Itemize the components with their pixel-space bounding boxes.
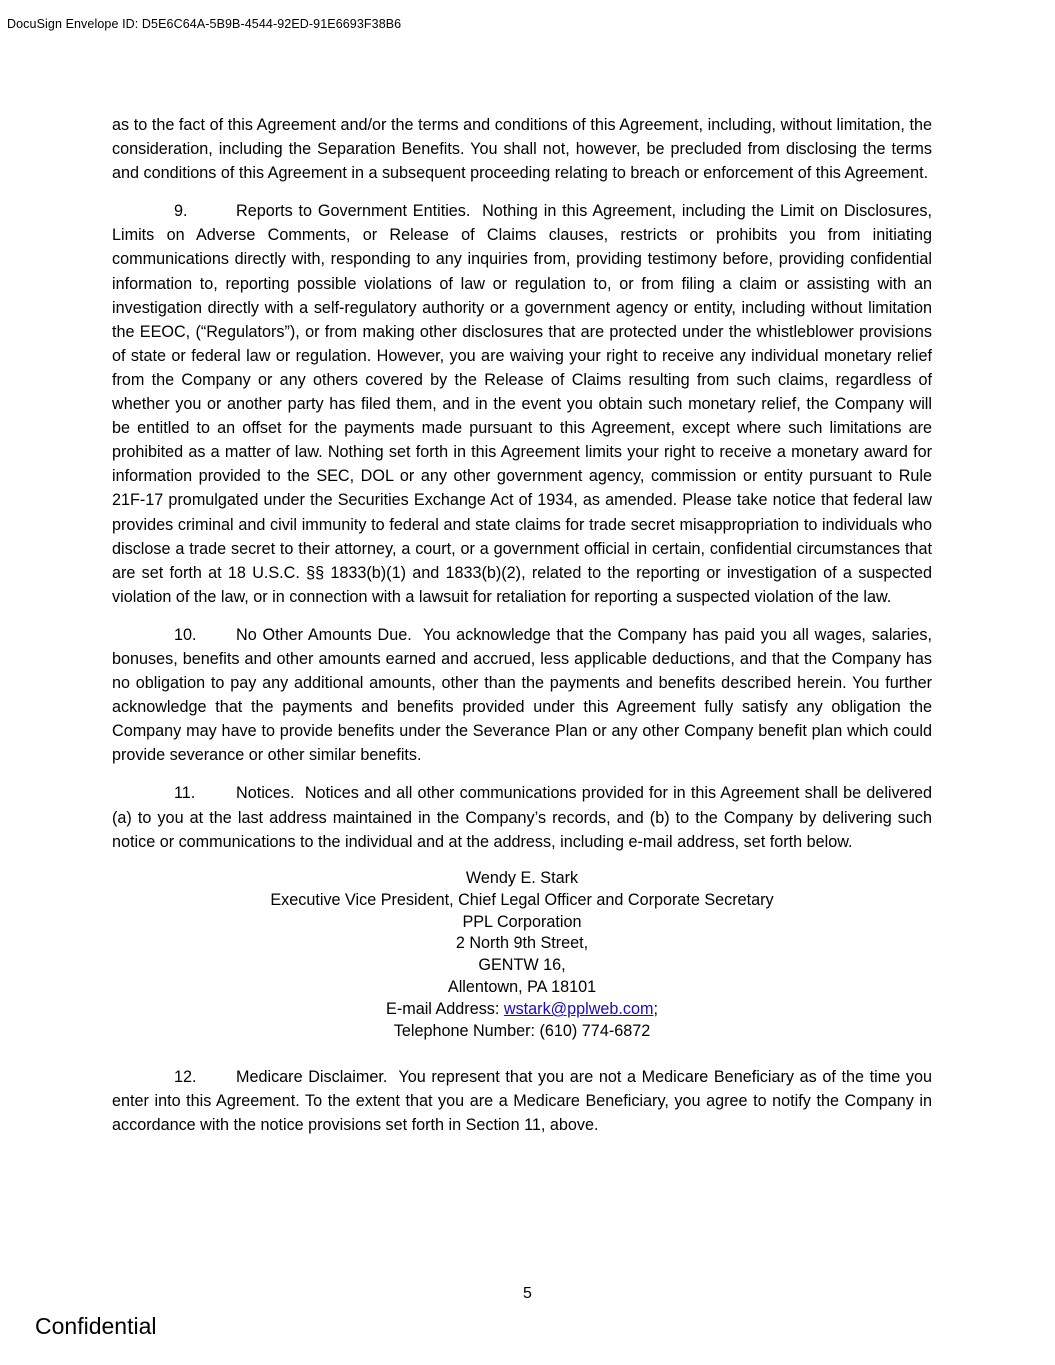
contact-building: GENTW 16,: [478, 956, 566, 975]
section-text: Nothing in this Agreement, including the Limit on Disclosures, Limits on Adverse Comments, or Release of Claims clauses, restricts or prohibits you from initiating communications directly with, responding to any inquiries from, providing testimony before, providing confidential information to, reporting possible violations of law or regulation to, or from filing a claim or assisting with an investigation directly with a self-regulatory authority or a government agency or entity, including without limitation the EEOC, (“Regulators”), or from making other disclosures that are protected under the whistleblower provisions of state or federal law or regulation. However, you are waiving your right to receive any individual monetary relief from the Company or any others covered by the Release of Claims resulting from such claims, regardless of whether you or another party has filed them, and in the event you obtain such monetary relief, the Company will be entitled to an offset for the payments made pursuant to this Agreement, except where such limitations are prohibited as a matter of law. Nothing set forth in this Agreement limits your right to receive a monetary award for information provided to the SEC, DOL or any other government agency, commission or entity pursuant to Rule 21F-17 promulgated under the Securities Exchange Act of 1934, as amended. Please take notice that federal law provides criminal and civil immunity to federal and state claims for trade secret misappropriation to individuals who disclose a trade secret to their attorney, a court, or a government official in certain, confidential circumstances that are set forth at 18 U.S.C. §§ 1833(b)(1) and 1833(b)(2), related to the reporting or investigation of a suspected violation of the law, or in connection with a lawsuit for retaliation for reporting a suspected violation of the law.: [112, 202, 932, 606]
section-9: [112, 199, 932, 609]
section-heading: No Other Amounts Due.: [236, 625, 412, 644]
section-number: 12.: [174, 1067, 197, 1086]
contact-phone: Telephone Number: (610) 774-6872: [393, 1022, 651, 1041]
section-text: You represent that you are not a Medicare Beneficiary as of the time you enter into this Agreement. To the extent that you are a Medicare Beneficiary, you agree to notify the Company in accordance with the notice provisions set forth in Section 11, above.: [112, 1067, 932, 1135]
section-12: [112, 1065, 932, 1137]
email-link[interactable]: wstark@pplweb.com: [503, 1000, 654, 1019]
section-text: You acknowledge that the Company has paid you all wages, salaries, bonuses, benefits and other amounts earned and accrued, less applicable deductions, and that the Company has no obligation to pay any additional amounts, other than the payments and benefits described herein. You further acknowledge that the payments and benefits provided under this Agreement fully satisfy any obligation the Company may have to provide benefits under the Severance Plan or any other Company benefit plan which could provide severance or other similar benefits.: [112, 625, 932, 765]
page-number: 5: [523, 1285, 532, 1302]
continued-paragraph: as to the fact of this Agreement and/or the terms and conditions of this Agreement, including, without limitation, the consideration, including the Separation Benefits. You shall not, however, be precluded from disclosing the terms and conditions of this Agreement in a subsequent proceeding relating to breach or enforcement of this Agreement.: [112, 116, 932, 183]
contact-street: 2 North 9th Street,: [455, 934, 589, 953]
section-number: 9.: [174, 202, 188, 221]
section-heading: Reports to Government Entities.: [236, 202, 471, 221]
section-text: Notices and all other communications provided for in this Agreement shall be delivered (a) to you at the last address maintained in the Company’s records, and (b) to the Company by delivering such notice or communications to the individual and at the address, including e-mail address, set forth below.: [112, 784, 932, 851]
section-10: [112, 623, 932, 768]
email-label: E-mail Address:: [386, 1000, 504, 1019]
document-body: [112, 113, 932, 1151]
contact-name: Wendy E. Stark: [465, 868, 579, 887]
contact-email-line: [112, 999, 932, 1021]
contact-city: Allentown, PA 18101: [447, 978, 597, 997]
email-suffix: ;: [653, 1000, 658, 1019]
docusign-envelope-id: DocuSign Envelope ID: D5E6C64A-5B9B-4544-92ED-91E6693F38B6: [7, 17, 402, 31]
contact-title: Executive Vice President, Chief Legal Officer and Corporate Secretary: [270, 890, 774, 909]
section-heading: Medicare Disclaimer.: [236, 1067, 388, 1086]
section-heading: Notices.: [236, 784, 295, 803]
section-11: [112, 781, 932, 853]
section-number: 10.: [174, 625, 197, 644]
confidential-label: Confidential: [35, 1313, 157, 1339]
section-number: 11.: [174, 784, 196, 803]
contact-company: PPL Corporation: [462, 912, 582, 931]
notice-address-block: [112, 868, 932, 1043]
